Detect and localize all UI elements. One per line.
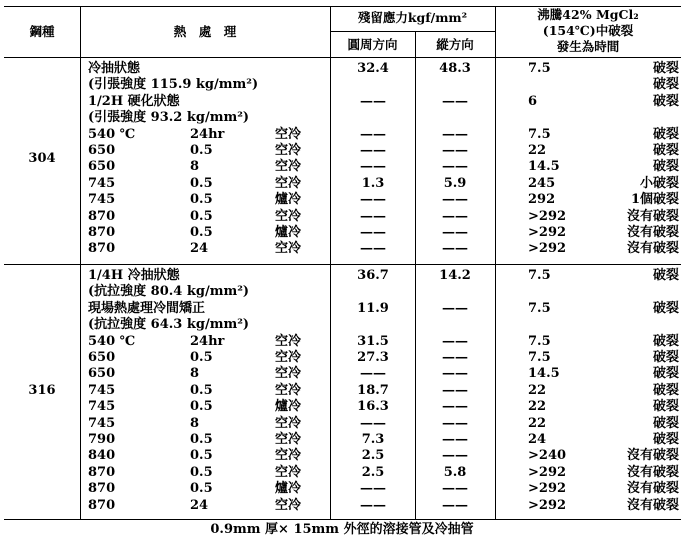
cell-hoop: ——: [360, 415, 386, 431]
cell-time: 7.5: [528, 350, 551, 365]
cell-result: 沒有破裂: [626, 241, 679, 257]
cell-c3: 空冷: [275, 366, 302, 382]
cell-hoop: ——: [360, 159, 386, 175]
cell-hoop: 16.3: [357, 399, 389, 415]
cell-c3: 空冷: [275, 159, 302, 175]
cell-time: >292: [528, 497, 567, 513]
header-hoop-direction: 圓周方向: [347, 37, 398, 52]
cell-result: 小破裂: [639, 175, 679, 191]
cell-c3: 空冷: [275, 464, 302, 480]
header-residual-unit: kgf/mm²: [407, 10, 468, 25]
cell-c3: 爐冷: [275, 225, 302, 240]
header-axial-direction: 縱方向: [436, 37, 474, 52]
cell-result: 沒有破裂: [626, 208, 679, 224]
cell-c1: 745: [88, 399, 116, 415]
cell-c2: 24: [190, 241, 209, 257]
cell-hoop: ——: [360, 126, 386, 142]
cell-result: 沒有破裂: [626, 448, 679, 464]
cell-time: >292: [528, 481, 567, 497]
cell-c1: 540 ℃: [88, 333, 136, 349]
cell-time: >292: [528, 225, 567, 240]
cell-c1: 870: [88, 464, 116, 480]
cell-result: 破裂: [652, 77, 679, 93]
cell-c2: 0.5: [190, 208, 213, 224]
header-residual-label: 殘留應力: [357, 10, 408, 25]
header-boiling-chem: MgCl₂: [595, 7, 639, 22]
cell-axial: 5.8: [443, 464, 467, 480]
cell-c2: 0.5: [190, 143, 213, 158]
cell-c3: 空冷: [275, 126, 302, 142]
cell-c2: 0.5: [190, 175, 213, 191]
cell-c2: 8: [190, 159, 200, 175]
cell-c1: (引張強度 115.9 kg/mm²): [88, 77, 259, 93]
cell-time: 7.5: [528, 268, 551, 283]
cell-axial: ——: [442, 333, 468, 349]
header-residual-stress: [330, 11, 495, 25]
cell-result: 沒有破裂: [626, 225, 679, 240]
cell-result: 破裂: [652, 366, 679, 382]
cell-hoop: 2.5: [361, 448, 385, 464]
cell-axial: ——: [442, 192, 468, 208]
cell-axial: ——: [442, 497, 468, 513]
cell-c1: 870: [88, 225, 116, 240]
cell-c3: 空冷: [275, 175, 302, 191]
cell-result: 破裂: [652, 300, 679, 316]
cell-c1: 540 ℃: [88, 126, 136, 142]
cell-axial: 48.3: [439, 61, 471, 76]
cell-hoop: ——: [360, 93, 386, 109]
residual-subheader-rule: [330, 31, 495, 32]
cell-c3: 空冷: [275, 415, 302, 431]
grade-label: 304: [28, 151, 56, 167]
header-boiling-line2: (154℃)中破裂: [542, 23, 634, 38]
table-bottom-rule: [4, 519, 681, 520]
cell-c1: 745: [88, 382, 116, 398]
cell-c1: 790: [88, 432, 116, 447]
cell-time: 7.5: [528, 300, 551, 316]
cell-result: 沒有破裂: [626, 497, 679, 513]
cell-c1: 650: [88, 143, 116, 158]
cell-hoop: 27.3: [357, 350, 389, 365]
cell-hoop: 2.5: [361, 464, 385, 480]
cell-c2: 0.5: [190, 350, 213, 365]
cell-c3: 空冷: [275, 241, 302, 257]
cell-c3: 空冷: [275, 143, 302, 158]
cell-hoop: ——: [360, 225, 386, 240]
cell-axial: ——: [442, 448, 468, 464]
cell-c2: 0.5: [190, 399, 213, 415]
residual-column-rule: [495, 6, 496, 519]
cell-c1: 870: [88, 241, 116, 257]
cell-time: 292: [528, 192, 556, 208]
cell-c3: 空冷: [275, 382, 302, 398]
cell-time: 22: [528, 415, 547, 431]
cell-result: 破裂: [652, 61, 679, 76]
cell-c3: 爐冷: [275, 481, 302, 497]
cell-c1: 650: [88, 366, 116, 382]
cell-result: 破裂: [652, 268, 679, 283]
cell-axial: 5.9: [443, 175, 467, 191]
cell-c3: 空冷: [275, 497, 302, 513]
cell-result: 破裂: [652, 350, 679, 365]
cell-hoop: ——: [360, 143, 386, 158]
cell-c2: 0.5: [190, 432, 213, 447]
cell-c1: 冷抽狀態: [88, 61, 141, 76]
cell-time: >292: [528, 241, 567, 257]
cell-c2: 24: [190, 497, 209, 513]
cell-axial: ——: [442, 241, 468, 257]
cell-c1: 現場熱處理冷間矯正: [88, 300, 206, 316]
cell-c1: 840: [88, 448, 116, 464]
cell-c1: 650: [88, 159, 116, 175]
cell-hoop: 32.4: [357, 61, 389, 76]
cell-axial: ——: [442, 143, 468, 158]
cell-result: 破裂: [652, 93, 679, 109]
cell-c1: (抗拉強度 64.3 kg/mm²): [88, 317, 250, 333]
cell-hoop: ——: [360, 366, 386, 382]
cell-hoop: 7.3: [361, 432, 385, 447]
cell-time: 22: [528, 382, 547, 398]
grade-column-rule: [80, 6, 81, 519]
cell-time: 6: [528, 93, 538, 109]
cell-result: 破裂: [652, 432, 679, 447]
cell-c2: 0.5: [190, 225, 213, 240]
cell-c1: (引張強度 93.2 kg/mm²): [88, 110, 250, 126]
cell-hoop: ——: [360, 481, 386, 497]
cell-time: >240: [528, 448, 567, 464]
cell-c2: 0.5: [190, 448, 213, 464]
cell-c2: 8: [190, 366, 200, 382]
cell-time: >292: [528, 208, 567, 224]
cell-time: 22: [528, 143, 547, 158]
cell-hoop: 36.7: [357, 268, 389, 283]
cell-c2: 24hr: [190, 333, 225, 349]
cell-time: 24: [528, 432, 547, 447]
cell-result: 1個破裂: [630, 192, 679, 208]
cell-time: 7.5: [528, 126, 551, 142]
cell-hoop: ——: [360, 208, 386, 224]
cell-c1: 1/2H 硬化狀態: [88, 93, 180, 109]
cell-result: 沒有破裂: [626, 464, 679, 480]
cell-hoop: 11.9: [357, 300, 389, 316]
cell-axial: ——: [442, 225, 468, 240]
cell-c1: 745: [88, 415, 116, 431]
cell-c1: 745: [88, 175, 116, 191]
cell-axial: ——: [442, 159, 468, 175]
cell-c1: 870: [88, 208, 116, 224]
cell-time: 14.5: [528, 366, 560, 382]
cell-c2: 0.5: [190, 192, 213, 208]
cell-c1: 870: [88, 481, 116, 497]
cell-axial: ——: [442, 300, 468, 316]
cell-time: 7.5: [528, 333, 551, 349]
cell-axial: ——: [442, 126, 468, 142]
cell-axial: ——: [442, 366, 468, 382]
cell-axial: ——: [442, 481, 468, 497]
cell-hoop: 18.7: [357, 382, 389, 398]
cell-c2: 8: [190, 415, 200, 431]
cell-c2: 0.5: [190, 382, 213, 398]
cell-result: 破裂: [652, 382, 679, 398]
cell-c2: 0.5: [190, 464, 213, 480]
cell-result: 沒有破裂: [626, 481, 679, 497]
cell-time: 245: [528, 175, 556, 191]
cell-axial: ——: [442, 208, 468, 224]
header-boiling-line3: 發生為時間: [556, 39, 620, 54]
cell-hoop: 31.5: [357, 333, 389, 349]
cell-hoop: ——: [360, 497, 386, 513]
cell-c1: 745: [88, 192, 116, 208]
header-boiling-label: 沸騰42%: [537, 7, 592, 22]
cell-c1: 650: [88, 350, 116, 365]
cell-c3: 空冷: [275, 350, 302, 365]
header-bottom-rule: [4, 57, 681, 58]
cell-axial: 14.2: [439, 268, 471, 283]
cell-c3: 空冷: [275, 333, 302, 349]
cell-c1: 1/4H 冷抽狀態: [88, 268, 180, 283]
cell-time: 22: [528, 399, 547, 415]
header-heat-treatment: 熱 處 理: [173, 24, 237, 39]
cell-c1: (抗拉強度 80.4 kg/mm²): [88, 284, 250, 300]
cell-axial: ——: [442, 415, 468, 431]
cell-result: 破裂: [652, 415, 679, 431]
cell-c3: 空冷: [275, 448, 302, 464]
header-grade: 鋼種: [29, 24, 55, 39]
cell-axial: ——: [442, 382, 468, 398]
cell-c3: 爐冷: [275, 399, 302, 415]
cell-hoop: 1.3: [361, 175, 385, 191]
cell-axial: ——: [442, 399, 468, 415]
cell-time: >292: [528, 464, 567, 480]
cell-hoop: ——: [360, 192, 386, 208]
cell-result: 破裂: [652, 126, 679, 142]
cell-axial: ——: [442, 350, 468, 365]
cell-c3: 空冷: [275, 208, 302, 224]
cell-c1: 870: [88, 497, 116, 513]
cell-c3: 空冷: [275, 432, 302, 447]
cell-c2: 0.5: [190, 481, 213, 497]
cell-result: 破裂: [652, 333, 679, 349]
table-caption: 0.9mm 厚× 15mm 外徑的溶接管及冷抽管: [210, 522, 474, 537]
cell-c3: 爐冷: [275, 192, 302, 208]
group-divider-rule: [4, 264, 681, 265]
cell-result: 破裂: [652, 399, 679, 415]
cell-c2: 24hr: [190, 126, 225, 142]
cell-axial: ——: [442, 93, 468, 109]
grade-label: 316: [28, 383, 56, 398]
cell-hoop: ——: [360, 241, 386, 257]
heat-column-rule: [330, 6, 331, 519]
cell-time: 7.5: [528, 61, 551, 76]
header-boiling-line1: [495, 8, 681, 22]
cell-result: 破裂: [652, 143, 679, 158]
cell-axial: ——: [442, 432, 468, 447]
cell-time: 14.5: [528, 159, 560, 175]
cell-result: 破裂: [652, 159, 679, 175]
